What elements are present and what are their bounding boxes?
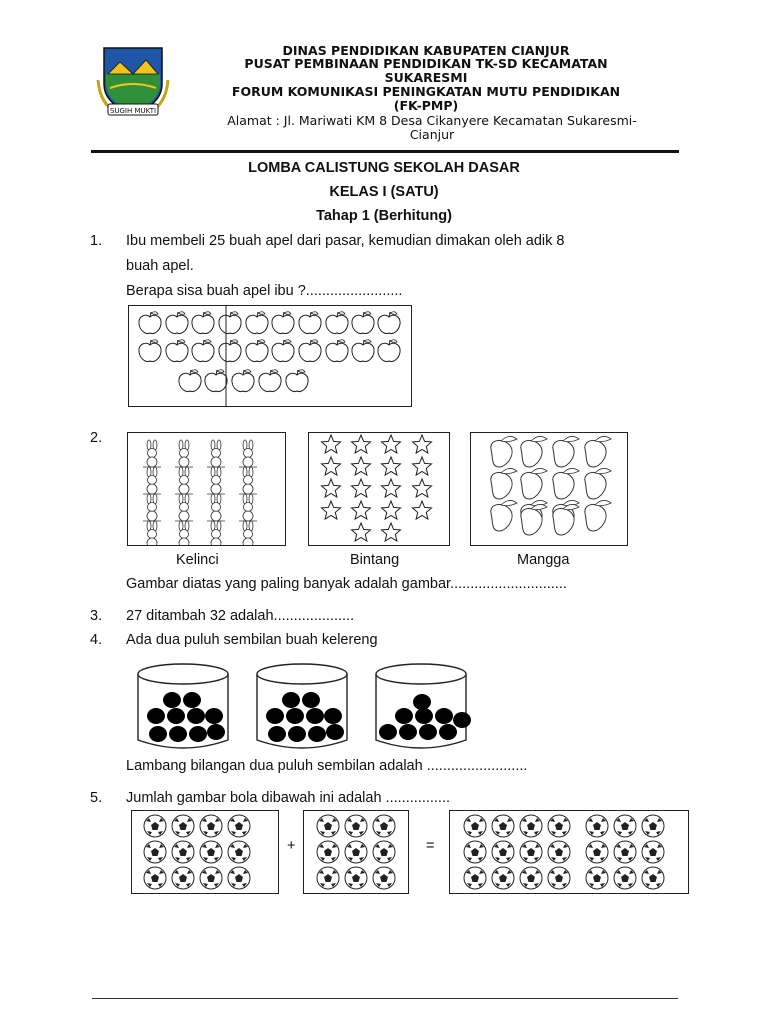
apple-icon	[246, 340, 268, 362]
soccer-ball-icon	[548, 867, 570, 889]
q3-number: 3.	[90, 608, 103, 624]
mango-icon	[521, 468, 547, 499]
apple-icon	[246, 312, 268, 334]
marble-icon	[169, 726, 187, 742]
marble-icon	[183, 692, 201, 708]
star-icon	[413, 501, 432, 519]
star-icon	[322, 457, 341, 475]
soccer-ball-icon	[520, 841, 542, 863]
ball-box-1	[131, 810, 279, 894]
soccer-ball-icon	[228, 841, 250, 863]
soccer-ball-icon	[172, 815, 194, 837]
apple-icon	[219, 312, 241, 334]
q2-number: 2.	[90, 430, 103, 446]
soccer-ball-icon	[464, 841, 486, 863]
soccer-ball-icon	[642, 815, 664, 837]
marble-icon	[419, 724, 437, 740]
soccer-ball-icon	[317, 867, 339, 889]
soccer-ball-icon	[144, 841, 166, 863]
rabbit-icon	[143, 440, 161, 467]
marble-icon	[302, 692, 320, 708]
apple-picture-box	[128, 305, 412, 407]
soccer-ball-icon	[228, 815, 250, 837]
rabbit-icon	[207, 440, 225, 467]
rabbit-icon	[175, 467, 193, 494]
q4-number: 4.	[90, 632, 103, 648]
marble-icon	[435, 708, 453, 724]
marble-jars	[136, 660, 486, 756]
marble-icon	[308, 726, 326, 742]
q1-text-line-2: buah apel.	[126, 258, 194, 274]
star-icon	[322, 479, 341, 497]
star-icon-group	[309, 433, 449, 545]
class-title: KELAS I (SATU)	[329, 184, 439, 200]
apple-icon	[326, 312, 348, 334]
marble-icon	[453, 712, 471, 728]
rabbit-icon	[143, 521, 161, 545]
apple-icon	[166, 312, 188, 334]
rabbit-icon	[207, 521, 225, 545]
soccer-ball-icon	[464, 815, 486, 837]
plus-sign: +	[287, 838, 296, 854]
mango-icon	[585, 468, 611, 499]
soccer-ball-icon-group-2	[304, 811, 408, 893]
soccer-ball-icon	[614, 867, 636, 889]
apple-icon	[326, 340, 348, 362]
soccer-ball-icon	[586, 815, 608, 837]
star-icon	[352, 523, 371, 541]
star-icon	[322, 435, 341, 453]
soccer-ball-icon	[345, 867, 367, 889]
q1-question: Berapa sisa buah apel ibu ?........................	[126, 283, 403, 299]
soccer-ball-icon	[586, 867, 608, 889]
header-line-4: FORUM KOMUNIKASI PENINGKATAN MUTU PENDIDIKAN	[231, 84, 621, 99]
marble-icon	[167, 708, 185, 724]
rabbit-icon	[143, 467, 161, 494]
marble-icon	[306, 708, 324, 724]
logo-banner-text: SUGIH MUKTI	[109, 107, 157, 115]
mango-icon	[585, 500, 611, 531]
soccer-ball-icon	[548, 841, 570, 863]
marble-icon	[326, 724, 344, 740]
star-icon	[382, 501, 401, 519]
mango-icon	[491, 436, 517, 467]
mango-icon	[521, 504, 547, 535]
q3-question: 27 ditambah 32 adalah....................	[126, 608, 355, 624]
marble-jar-icon	[257, 664, 347, 748]
marble-icon	[266, 708, 284, 724]
ball-box-3	[449, 810, 689, 894]
soccer-ball-icon	[614, 815, 636, 837]
apple-icon	[272, 340, 294, 362]
mango-icon	[585, 436, 611, 467]
soccer-ball-icon	[548, 815, 570, 837]
apple-icon-group	[129, 306, 411, 406]
rabbit-icon	[207, 467, 225, 494]
mango-icon	[553, 504, 579, 535]
marble-icon	[379, 724, 397, 740]
soccer-ball-icon	[172, 867, 194, 889]
marble-icon	[147, 708, 165, 724]
marble-icon	[439, 724, 457, 740]
soccer-ball-icon	[345, 841, 367, 863]
footer-divider	[92, 998, 678, 999]
soccer-ball-icon	[200, 867, 222, 889]
star-icon	[352, 435, 371, 453]
soccer-ball-icon	[144, 815, 166, 837]
soccer-ball-icon	[492, 841, 514, 863]
soccer-ball-icon	[642, 867, 664, 889]
apple-icon	[179, 370, 201, 392]
star-icon	[382, 457, 401, 475]
marble-icon	[187, 708, 205, 724]
soccer-ball-icon	[345, 815, 367, 837]
soccer-ball-icon	[200, 841, 222, 863]
apple-icon	[352, 340, 374, 362]
star-icon	[413, 479, 432, 497]
marble-icon	[288, 726, 306, 742]
apple-icon	[299, 340, 321, 362]
apple-icon	[272, 312, 294, 334]
mango-icon	[553, 468, 579, 499]
marble-icon	[149, 726, 167, 742]
rabbit-icon	[175, 494, 193, 521]
mango-picture-box	[470, 432, 628, 546]
ball-box-2	[303, 810, 409, 894]
mango-icon-group	[471, 433, 627, 545]
apple-icon	[259, 370, 281, 392]
star-icon	[413, 435, 432, 453]
soccer-ball-icon	[492, 867, 514, 889]
district-emblem-icon	[96, 44, 170, 120]
apple-icon	[378, 312, 400, 334]
marble-icon	[207, 724, 225, 740]
star-icon	[352, 479, 371, 497]
rabbit-icon	[143, 494, 161, 521]
marble-icon	[163, 692, 181, 708]
header-line-1: DINAS PENDIDIKAN KABUPATEN CIANJUR	[282, 43, 570, 58]
address-line-1: Alamat : Jl. Mariwati KM 8 Desa Cikanyere Kecamatan Sukaresmi-	[227, 113, 637, 128]
q1-number: 1.	[90, 233, 103, 249]
star-icon	[322, 501, 341, 519]
rabbit-icon	[175, 440, 193, 467]
soccer-ball-icon	[200, 815, 222, 837]
apple-icon	[166, 340, 188, 362]
mango-icon	[553, 436, 579, 467]
address-line-2: Cianjur	[409, 127, 455, 142]
star-label: Bintang	[350, 552, 400, 568]
stage-title: Tahap 1 (Berhitung)	[316, 208, 452, 224]
apple-icon	[232, 370, 254, 392]
header-line-2: PUSAT PEMBINAAN PENDIDIKAN TK-SD KECAMATAN	[244, 56, 608, 71]
contest-title: LOMBA CALISTUNG SEKOLAH DASAR	[248, 160, 520, 176]
soccer-ball-icon	[228, 867, 250, 889]
q4-answer-line: Lambang bilangan dua puluh sembilan adalah .........................	[126, 758, 528, 774]
marble-icon	[282, 692, 300, 708]
marble-jar-icon	[376, 664, 471, 748]
q5-question: Jumlah gambar bola dibawah ini adalah ................	[126, 790, 451, 806]
soccer-ball-icon	[373, 867, 395, 889]
marble-icon	[324, 708, 342, 724]
marble-icon	[286, 708, 304, 724]
apple-icon	[378, 340, 400, 362]
star-icon	[352, 457, 371, 475]
marble-icon	[399, 724, 417, 740]
soccer-ball-icon	[317, 815, 339, 837]
header-line-5: (FK-PMP)	[393, 98, 459, 113]
rabbit-icon	[239, 521, 257, 545]
rabbit-icon	[239, 440, 257, 467]
q2-question: Gambar diatas yang paling banyak adalah gambar.............................	[126, 576, 567, 592]
mango-icon	[521, 436, 547, 467]
rabbit-icon	[239, 494, 257, 521]
star-picture-box	[308, 432, 450, 546]
soccer-ball-icon	[520, 815, 542, 837]
soccer-ball-icon	[317, 841, 339, 863]
apple-icon	[299, 312, 321, 334]
star-icon	[382, 523, 401, 541]
soccer-ball-icon	[492, 815, 514, 837]
apple-icon	[192, 340, 214, 362]
mango-label: Mangga	[517, 552, 570, 568]
marble-icon	[205, 708, 223, 724]
q5-number: 5.	[90, 790, 103, 806]
rabbit-picture-box	[127, 432, 286, 546]
star-icon	[413, 457, 432, 475]
star-icon	[382, 479, 401, 497]
rabbit-icon	[239, 467, 257, 494]
header-line-3: SUKARESMI	[384, 70, 468, 85]
star-icon	[352, 501, 371, 519]
equals-sign: =	[426, 838, 435, 854]
soccer-ball-icon-group-3	[450, 811, 688, 893]
q4-text: Ada dua puluh sembilan buah kelereng	[126, 632, 378, 648]
rabbit-icon-group	[128, 433, 285, 545]
apple-icon	[219, 340, 241, 362]
marble-jar-icon	[138, 664, 228, 748]
apple-icon	[139, 312, 161, 334]
apple-icon	[139, 340, 161, 362]
marble-icon	[415, 708, 433, 724]
rabbit-icon	[175, 521, 193, 545]
soccer-ball-icon	[642, 841, 664, 863]
soccer-ball-icon	[373, 815, 395, 837]
soccer-ball-icon	[172, 841, 194, 863]
marble-icon	[395, 708, 413, 724]
soccer-ball-icon	[373, 841, 395, 863]
soccer-ball-icon	[144, 867, 166, 889]
marble-icon	[268, 726, 286, 742]
mango-icon	[491, 468, 517, 499]
soccer-ball-icon	[520, 867, 542, 889]
apple-icon	[192, 312, 214, 334]
rabbit-icon	[207, 494, 225, 521]
apple-icon	[352, 312, 374, 334]
mango-icon	[491, 500, 517, 531]
header-divider	[91, 150, 679, 153]
soccer-ball-icon	[586, 841, 608, 863]
jar-icon-group	[136, 660, 486, 756]
soccer-ball-icon	[464, 867, 486, 889]
soccer-ball-icon-group-1	[132, 811, 278, 893]
q1-text-line-1: Ibu membeli 25 buah apel dari pasar, kemudian dimakan oleh adik 8	[126, 233, 565, 249]
marble-icon	[413, 694, 431, 710]
apple-icon	[205, 370, 227, 392]
rabbit-label: Kelinci	[176, 552, 219, 568]
marble-icon	[189, 726, 207, 742]
apple-icon	[286, 370, 308, 392]
soccer-ball-icon	[614, 841, 636, 863]
star-icon	[382, 435, 401, 453]
